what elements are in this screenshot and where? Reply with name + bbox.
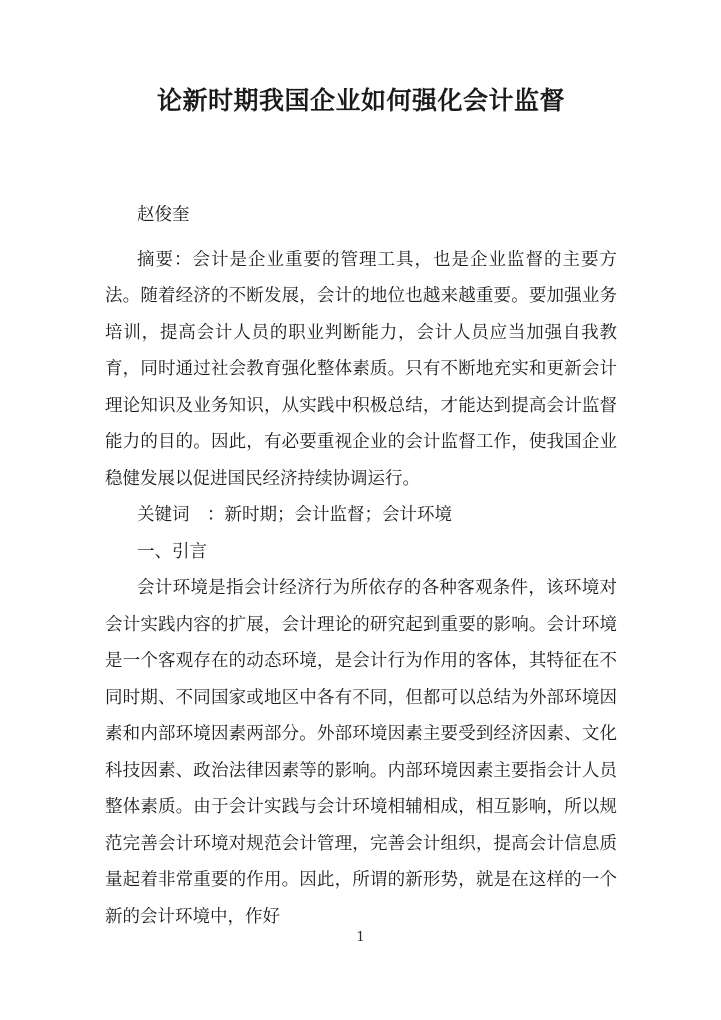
page-title: 论新时期我国企业如何强化会计监督 [156,86,565,115]
document-content [105,0,617,935]
body-paragraph: 会计环境是指会计经济行为所依存的各种客观条件，该环境对会计实践内容的扩展，会计理论的研究起到重要的影响。会计环境是一个客观存在的动态环境，是会计行为作用的客体，其特征在不同时期、不同国家或地区中各有不同，但都可以总结为外部环境因素和内部环境因素两部分。外部环境因素主要受到经济因素、文化科技因素、政治法律因素等的影响。内部环境因素主要指会计人员整体素质。由于会计实践与会计环境相辅相成，相互影响，所以规范完善会计环境对规范会计管理，完善会计组织，提高会计信息质量起着非常重要的作用。因此，所谓的新形势，就是在这样的一个新的会计环境中，作好 [105,578,617,927]
keywords-line: 关键词 ：新时期；会计监督；会计环境 [137,505,452,525]
author-name: 赵俊奎 [137,205,190,225]
page-number: 1 [356,930,365,945]
abstract-paragraph: 摘要：会计是企业重要的管理工具，也是企业监督的主要方法。随着经济的不断发展，会计的地位也越来越重要。要加强业务培训，提高会计人员的职业判断能力，会计人员应当加强自我教育，同时通过社会教育强化整体素质。只有不断地充实和更新会计理论知识及业务知识，从实践中积极总结，才能达到提高会计监督能力的目的。因此，有必要重视企业的会计监督工作，使我国企业稳健发展以促进国民经济持续协调运行。 [105,249,617,489]
section-heading-introduction: 一、引言 [137,541,207,562]
